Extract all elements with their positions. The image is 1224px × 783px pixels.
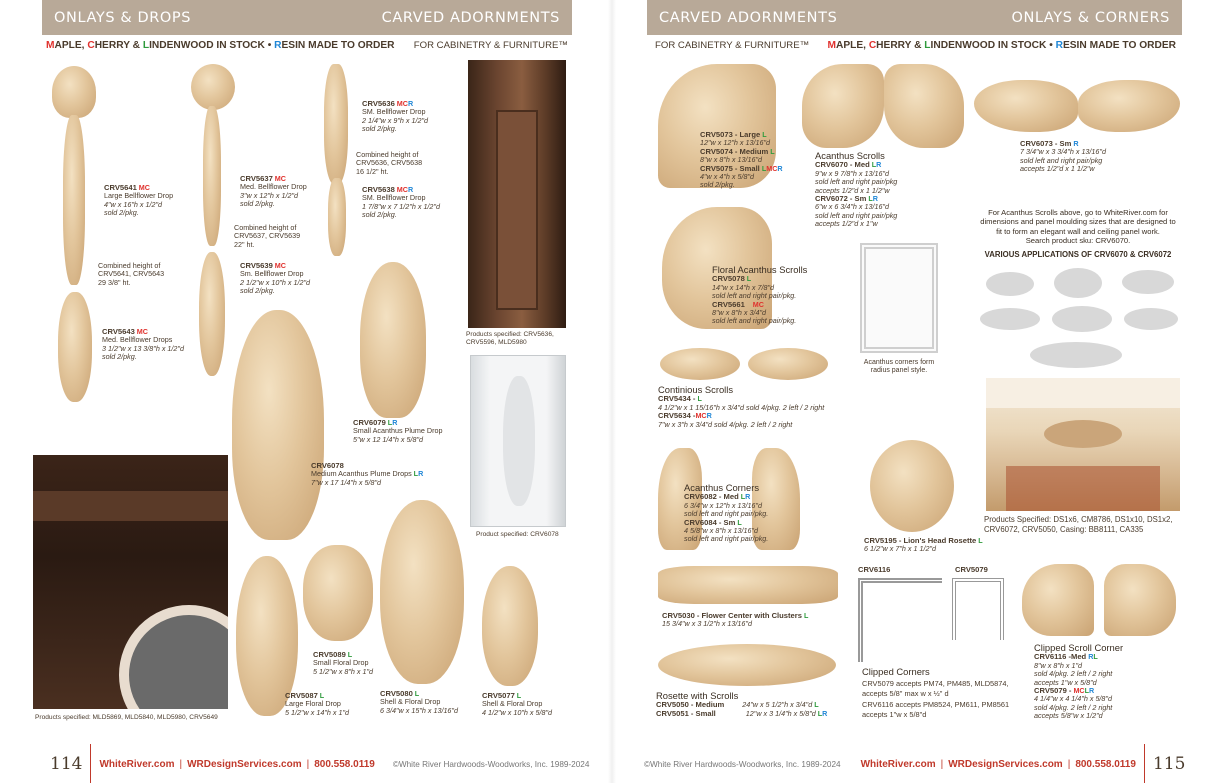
crv6116-tag: CRV6116 [858, 565, 891, 574]
acanthus-scrolls-label: Acanthus Scrolls CRV6070 - Med LR 9"w x 9 7/8"h x 13/16"d sold left and right pair/pkg accepts 1/2"d x 1 1/2"w CRV6072 - Sm LR 6"w x 6 3/4"h x 13/16"d sold left and right pair/pkg accepts 1/2"d x 1"w [815, 150, 898, 229]
right-page [612, 0, 1224, 783]
application-4 [980, 308, 1040, 330]
mantel-photo-caption: Products Specified: DS1x6, CM8786, DS1x10, DS1x2, CRV6072, CRV5050, Casing: BB8111, CA335 [984, 515, 1173, 534]
rosette-scrolls-label: Rosette with Scrolls CRV5050 - Medium 24"w x 5 1/2"h x 3/4"d L CRV5051 - Small 12"w x 3 1/4"h x 5/8"d LR [656, 690, 828, 718]
crv5636-label: CRV5636 MCR SM. Bellflower Drop 2 1/4"w x 9"h x 1/2"d sold 2/pkg. [362, 99, 428, 134]
crv5077-label: CRV5077 L Shell & Floral Drop 4 1/2"w x 10"h x 5/8"d [482, 691, 552, 717]
crv5643-image [58, 292, 92, 402]
crv6073-left-image [974, 80, 1078, 132]
combined-height-1: Combined height of CRV5641, CRV5643 29 3/8" ht. [98, 261, 165, 287]
crv5643-label: CRV5643 MC Med. Bellflower Drops 3 1/2"w x 13 3/8"h x 1/2"d sold 2/pkg. [102, 327, 184, 362]
right-banner-subtitle: ONLAYS & CORNERS [1011, 9, 1170, 26]
crv5089-image [303, 545, 373, 641]
right-footer-phone: 800.558.0119 [1075, 758, 1136, 770]
white-panel-ornament [503, 376, 535, 506]
crv5639-label: CRV5639 MC Sm. Bellflower Drop 2 1/2"w x 10"h x 1/2"d sold 2/pkg. [240, 261, 310, 296]
application-7 [1030, 342, 1122, 368]
left-banner [42, 0, 572, 35]
clipped-scroll-label: Clipped Scroll Corner CRV6116 -Med RL 8"w x 8"h x 1"d sold 4/pkg. 2 left / 2 right accepts 1"w x 5/8"d CRV5079 - MCLR 4 1/4"w x 4 1/4"h x 5/8"d sold 4/pkg. 2 left / 2 right accepts 5/8"w x 1/2"d [1034, 642, 1124, 721]
radius-panel-image [860, 243, 938, 353]
crv5637-drop-image [203, 106, 221, 246]
crv5637-image [191, 64, 235, 110]
clipped-corners-label: Clipped Corners CRV5079 accepts PM74, PM485, MLD5874, accepts 5/8" max w x ½" d CRV6116 accepts PM8524, PM611, PM8561 accepts 1"w x 5/8"d [862, 666, 1010, 719]
crv6078-image [232, 310, 324, 540]
left-footer-site[interactable]: WhiteRiver.com [99, 758, 175, 770]
crv6079-image [360, 262, 426, 418]
application-6 [1124, 308, 1178, 330]
crv5639-image [199, 252, 225, 376]
acanthus-note: For Acanthus Scrolls above, go to WhiteRiver.com for dimensions and panel moulding sizes that are designed to fit to form an elegant wall and ceiling panel work. Search product sku: CRV6070. [980, 208, 1176, 246]
combined-height-3: Combined height of CRV5636, CRV5638 16 1/2" ht. [356, 150, 423, 176]
crv5195-label: CRV5195 - Lion's Head Rosette L 6 1/2"w x 7"h x 1 1/2"d [864, 536, 983, 554]
crv6116-left-image [1022, 564, 1094, 636]
right-footer: ©White River Hardwoods-Woodworks, Inc. 1989-2024 WhiteRiver.com | WRDesignServices.com | 800.558.0119 115 [644, 744, 1185, 783]
top-photo-caption: Products specified: CRV5636, CRV5596, MLD5980 [466, 331, 554, 346]
crv5638-label: CRV5638 MCR SM. Bellflower Drop 1 7/8"w x 7 1/2"h x 1/2"d sold 2/pkg. [362, 185, 440, 220]
crv5434-right-image [748, 348, 828, 380]
crv6070-right-image [884, 64, 964, 148]
crv5641-label: CRV5641 MC Large Bellflower Drop 4"w x 16"h x 1/2"d sold 2/pkg. [104, 183, 174, 218]
right-banner-title: CARVED ADORNMENTS [659, 9, 838, 26]
crv5087-label: CRV5087 L Large Floral Drop 5 1/2"w x 14"h x 1"d [285, 691, 349, 717]
crv5434-left-image [660, 348, 740, 380]
lion-head-rosette-image [870, 440, 954, 532]
acanthus-corners-label: Acanthus Corners CRV6082 - Med LR 6 3/4"w x 12"h x 13/16"d sold left and right pair/pkg. CRV6084 - Sm L 4 5/8"w x 8"h x 13/16"d sold left and right pair/pkg. [684, 482, 769, 544]
crv5641-image [52, 66, 96, 118]
crv6073-right-image [1078, 80, 1180, 132]
combined-height-2: Combined height of CRV5637, CRV5639 22" ht. [234, 223, 301, 249]
crv5079-frame-image [952, 578, 1004, 640]
crv6079-label: CRV6079 LR Small Acanthus Plume Drop 5"w x 12 1/4"h x 5/8"d [353, 418, 443, 444]
crv5030-image [658, 566, 838, 604]
applications-title: VARIOUS APPLICATIONS OF CRV6070 & CRV6072 [984, 250, 1172, 259]
crv5637-label: CRV5637 MC Med. Bellflower Drop 3"w x 12"h x 1/2"d sold 2/pkg. [240, 174, 307, 209]
application-5 [1052, 306, 1112, 332]
right-banner [647, 0, 1182, 35]
left-banner-title: ONLAYS & DROPS [54, 9, 192, 26]
application-2 [1054, 268, 1102, 298]
right-footer-site[interactable]: WhiteRiver.com [860, 758, 936, 770]
left-banner-subtitle: CARVED ADORNMENTS [381, 9, 560, 26]
right-page-number: 115 [1152, 754, 1186, 774]
crv5080-label: CRV5080 L Shell & Floral Drop 6 3/4"w x 15"h x 13/16"d [380, 689, 458, 715]
cabinet-pilaster-photo [468, 60, 566, 328]
bottom-photo-caption: Products specified: MLD5869, MLD5840, MLD5980, CRV5649 [35, 714, 218, 721]
crv6116-right-image [1104, 564, 1176, 636]
crv5079-tag: CRV5079 [955, 565, 988, 574]
left-for-cabinetry: FOR CABINETRY & FURNITURE™ [413, 40, 568, 51]
application-3 [1122, 270, 1174, 294]
crv6070-left-image [802, 64, 884, 148]
right-footer-copyright: ©White River Hardwoods-Woodworks, Inc. 1989-2024 [644, 759, 841, 769]
left-stock-line [46, 40, 568, 51]
crv5080-image [380, 500, 464, 684]
crv5073-label: CRV5073 - Large L 12"w x 12"h x 13/16"d CRV5074 - Medium L 8"w x 8"h x 13/16"d CRV5075 - Small LMCR 4"w x 4"h x 5/8"d sold 2/pkg. [700, 130, 783, 190]
crv5050-image [658, 644, 836, 686]
arched-cabinet-photo [33, 455, 228, 709]
left-footer-copyright: ©White River Hardwoods-Woodworks, Inc. 1989-2024 [392, 759, 590, 769]
left-footer-design[interactable]: WRDesignServices.com [187, 758, 302, 770]
crv5089-label: CRV5089 L Small Floral Drop 5 1/2"w x 8"h x 1"d [313, 650, 373, 676]
crv5077-image [482, 566, 538, 686]
floral-acanthus-label: Floral Acanthus Scrolls CRV5078 L 14"w x 14"h x 7/8"d sold left and right pair/pkg. CRV5661 MC 8"w x 8"h x 3/4"d sold left and right pair/pkg. [712, 264, 808, 326]
right-for-cabinetry: FOR CABINETRY & FURNITURE™ [655, 40, 810, 51]
continuous-scrolls-label: Continious Scrolls CRV5434 - L 4 1/2"w x 1 15/16"h x 3/4"d sold 4/pkg. 2 left / 2 right CRV5634 -MCR 7"w x 3"h x 3/4"d sold 4/pkg. 2 left / 2 right [658, 384, 825, 429]
application-1 [986, 272, 1034, 296]
white-panel-photo [470, 355, 566, 527]
radius-panel-caption: Acanthus corners form radius panel style. [863, 359, 935, 374]
right-stock-line [655, 40, 1176, 51]
mantel-photo [986, 378, 1180, 511]
crv6073-label: CRV6073 - Sm R 7 3/4"w x 3 3/4"h x 13/16"d sold left and right pair/pkg accepts 1/2"d x 1 1/2"w [1020, 139, 1106, 174]
crv5638-image [328, 178, 346, 256]
left-page-number: 114 [50, 754, 83, 774]
crv6116-frame-image [858, 578, 942, 662]
crv5641-drop-image [63, 115, 85, 285]
right-stock-legend: MAPLE, CHERRY & LINDENWOOD IN STOCK • RESIN MADE TO ORDER [827, 40, 1176, 51]
right-footer-design[interactable]: WRDesignServices.com [948, 758, 1063, 770]
crv5030-label: CRV5030 - Flower Center with Clusters L 15 3/4"w x 3 1/2"h x 13/16"d [662, 611, 809, 629]
crv5636-image [324, 64, 348, 184]
white-panel-caption: Product specified: CRV6078 [476, 531, 559, 538]
left-footer-phone: 800.558.0119 [314, 758, 375, 770]
left-footer: 114 WhiteRiver.com | WRDesignServices.com | 800.558.0119 ©White River Hardwoods-Woodworks, Inc. 1989-2024 [50, 744, 589, 783]
crv6078-label: CRV6078 Medium Acanthus Plume Drops LR 7"w x 17 1/4"h x 5/8"d [311, 461, 424, 487]
left-stock-legend: MAPLE, CHERRY & LINDENWOOD IN STOCK • RESIN MADE TO ORDER [46, 40, 395, 51]
